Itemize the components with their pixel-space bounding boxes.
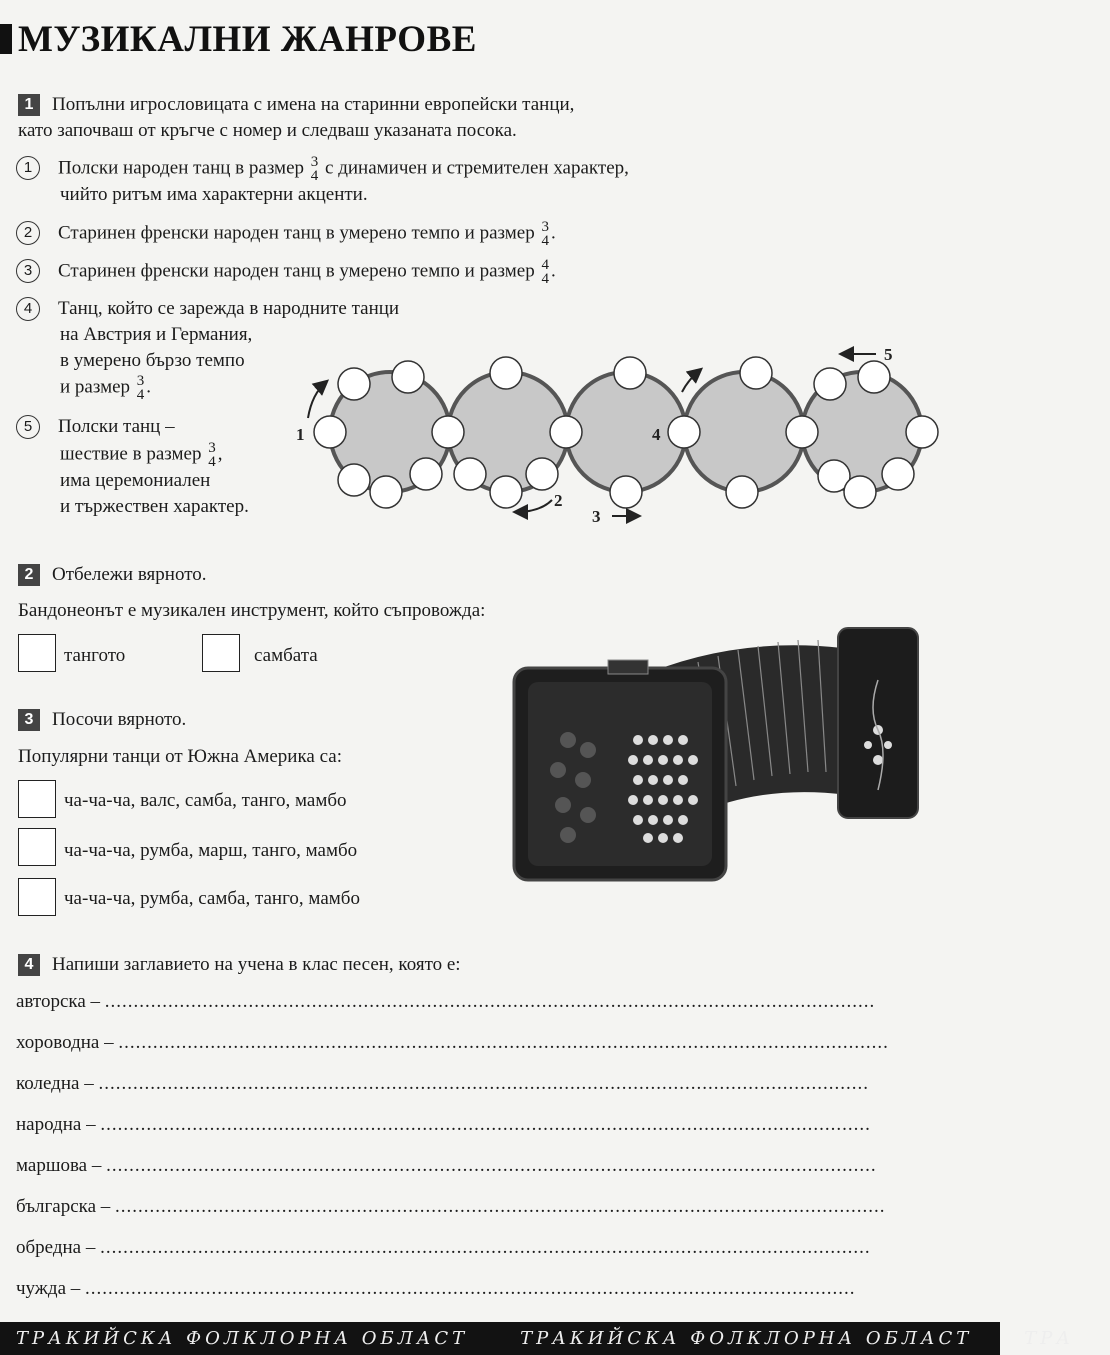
puzzle-cell[interactable] [740, 357, 772, 389]
puzzle-cell[interactable] [314, 416, 346, 448]
option-tango: тангото [64, 645, 126, 666]
puzzle-label-2: 2 [554, 491, 563, 510]
answer-line-round-dance[interactable]: хороводна – ...................................................................................................................................... [16, 1032, 889, 1053]
checkbox-tango[interactable] [18, 634, 56, 672]
task3-instruction: 3 Посочи вярното. [18, 707, 186, 732]
puzzle-cell[interactable] [668, 416, 700, 448]
puzzle-cell[interactable] [338, 368, 370, 400]
task1-item-4: 4 Танц, който се зарежда в народните танци [16, 296, 399, 321]
answer-line-folk[interactable]: народна – ...................................................................................................................................... [16, 1114, 871, 1135]
puzzle-label-3: 3 [592, 507, 601, 526]
puzzle-cell[interactable] [432, 416, 464, 448]
arrow-2-icon [516, 500, 552, 512]
task2-question: Бандонеонът е музикален инструмент, който съпровожда: [18, 600, 486, 621]
task1-item-5-line3: има церемониален [60, 470, 211, 491]
task3-option-3: ча-ча-ча, румба, самба, танго, мамбо [64, 888, 360, 909]
answer-line-authored[interactable]: авторска – ...................................................................................................................................... [16, 991, 876, 1012]
puzzle-cell[interactable] [392, 361, 424, 393]
task1-item-4-line2: на Австрия и Германия, [60, 324, 253, 345]
task1-instruction-line2: като започваш от кръгче с номер и следваш указаната посока. [18, 120, 517, 141]
task1-instruction: 1 Попълни игрословицата с имена на старинни европейски танци, [18, 92, 574, 117]
arrow-1-icon [308, 382, 326, 418]
page-footer: ТРАКИЙСКА ФОЛКЛОРНА ОБЛАСТ ТРАКИЙСКА ФОЛКЛОРНА ОБЛАСТ ТРА [0, 1322, 1000, 1355]
puzzle-cell[interactable] [726, 476, 758, 508]
answer-line-march[interactable]: маршова – ...................................................................................................................................... [16, 1155, 877, 1176]
task4-instruction: 4 Напиши заглавието на учена в клас песен, която е: [18, 952, 461, 977]
task1-item-5-line4: и тържествен характер. [60, 496, 249, 517]
arrow-4-icon [682, 370, 700, 392]
puzzle-cell[interactable] [906, 416, 938, 448]
puzzle-cell[interactable] [490, 357, 522, 389]
puzzle-cell[interactable] [410, 458, 442, 490]
option-samba: самбата [254, 645, 318, 666]
task1-item-4-line4: и размер 3 4 . [60, 373, 152, 403]
puzzle-cell[interactable] [454, 458, 486, 490]
checkbox-option-3[interactable] [18, 878, 56, 916]
checkbox-samba[interactable] [202, 634, 240, 672]
puzzle-cell[interactable] [844, 476, 876, 508]
task1-item-1: 1 Полски народен танц в размер 3 4 с динамичен и стремителен характер, [16, 155, 629, 183]
puzzle-cell[interactable] [614, 357, 646, 389]
task1-item-5: 5 Полски танц – [16, 414, 175, 439]
task1-item-1-line2: чийто ритъм има характерни акценти. [60, 184, 368, 205]
answer-line-ritual[interactable]: обредна – ...................................................................................................................................... [16, 1237, 871, 1258]
time-signature: 3 4 [310, 154, 319, 184]
puzzle-cell[interactable] [338, 464, 370, 496]
task3-option-1: ча-ча-ча, валс, самба, танго, мамбо [64, 790, 347, 811]
puzzle-cell[interactable] [550, 416, 582, 448]
bandoneon-image [508, 620, 948, 890]
task4-number: 4 [18, 954, 40, 976]
task1-item-4-line3: в умерено бързо темпо [60, 350, 245, 371]
puzzle-label-5: 5 [884, 345, 893, 364]
title-marker [0, 24, 12, 54]
task3-option-2: ча-ча-ча, румба, марш, танго, мамбо [64, 840, 358, 861]
puzzle-cell[interactable] [370, 476, 402, 508]
task3-question: Популярни танци от Южна Америка са: [18, 746, 342, 767]
time-signature: 3 4 [208, 440, 216, 470]
puzzle-cell[interactable] [490, 476, 522, 508]
puzzle-cell[interactable] [858, 361, 890, 393]
task1-item-5-line2: шествие в размер 3 4 , [60, 440, 223, 470]
task1-number: 1 [18, 94, 40, 116]
task1-item-2: 2 Старинен френски народен танц в умерено темпо и размер 3 4 . [16, 220, 556, 248]
answer-line-bulgarian[interactable]: българска – ...................................................................................................................................... [16, 1196, 886, 1217]
checkbox-option-2[interactable] [18, 828, 56, 866]
puzzle-cell[interactable] [814, 368, 846, 400]
puzzle-cell[interactable] [526, 458, 558, 490]
task2-number: 2 [18, 564, 40, 586]
puzzle-cell[interactable] [610, 476, 642, 508]
time-signature: 3 4 [541, 219, 549, 249]
puzzle-label-4: 4 [652, 425, 661, 444]
crossword-puzzle [290, 340, 950, 530]
task2-instruction: 2 Отбележи вярното. [18, 562, 207, 587]
puzzle-cell[interactable] [882, 458, 914, 490]
task1-item-3: 3 Старинен френски народен танц в умерено темпо и размер 4 4 . [16, 258, 556, 286]
item-number: 1 [16, 156, 40, 180]
answer-line-christmas[interactable]: коледна – ...................................................................................................................................... [16, 1073, 869, 1094]
puzzle-cell[interactable] [786, 416, 818, 448]
task3-number: 3 [18, 709, 40, 731]
page-title: МУЗИКАЛНИ ЖАНРОВЕ [0, 18, 477, 61]
answer-line-foreign[interactable]: чужда – ...................................................................................................................................... [16, 1278, 856, 1299]
puzzle-label-1: 1 [296, 425, 305, 444]
time-signature: 3 4 [136, 373, 145, 403]
time-signature: 4 4 [541, 257, 549, 287]
checkbox-option-1[interactable] [18, 780, 56, 818]
